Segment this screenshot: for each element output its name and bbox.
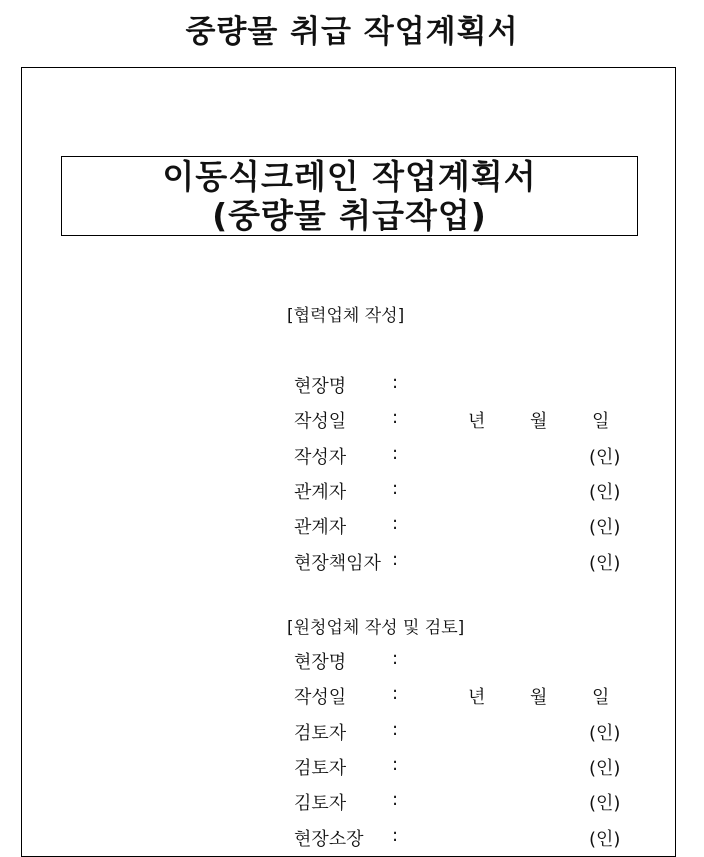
- field-label: 검토자: [294, 722, 347, 744]
- seal-label: (인): [589, 828, 621, 850]
- form-row: [22, 789, 677, 819]
- field-colon: :: [392, 513, 399, 535]
- field-colon: :: [392, 824, 399, 846]
- field-label: 작성일: [294, 687, 347, 709]
- date-month-label: 월: [530, 411, 548, 433]
- document-frame: [21, 67, 676, 857]
- form-row: [22, 549, 677, 579]
- field-label: 김토자: [294, 793, 347, 815]
- field-colon: :: [392, 753, 399, 775]
- document-title-line1: 이동식크레인 작업계획서: [162, 157, 537, 196]
- form-row: [22, 719, 677, 749]
- seal-label: (인): [589, 793, 621, 815]
- form-row: [22, 478, 677, 508]
- form-row: [22, 513, 677, 543]
- prime-section-heading: [원청업체 작성 및 검토]: [287, 618, 465, 638]
- field-label: 검토자: [294, 757, 347, 779]
- field-colon: :: [392, 548, 399, 570]
- seal-label: (인): [589, 722, 621, 744]
- date-year-label: 년: [468, 687, 486, 709]
- field-label: 현장명: [294, 652, 347, 673]
- form-row: [22, 443, 677, 473]
- form-row: [22, 372, 677, 402]
- date-month-label: 월: [530, 687, 548, 709]
- partner-section-heading: [협력업체 작성]: [287, 306, 405, 326]
- field-colon: :: [392, 648, 399, 669]
- field-label: 현장소장: [294, 828, 364, 850]
- field-label: 현장책임자: [294, 552, 381, 574]
- date-year-label: 년: [468, 411, 486, 433]
- field-label: 작성일: [294, 411, 347, 433]
- seal-label: (인): [589, 757, 621, 779]
- field-label: 현장명: [294, 376, 347, 397]
- seal-label: (인): [589, 446, 621, 468]
- seal-label: (인): [589, 552, 621, 574]
- form-row: [22, 648, 677, 678]
- seal-label: (인): [589, 517, 621, 539]
- field-colon: :: [392, 477, 399, 499]
- form-row: [22, 825, 677, 855]
- document-title-line2: (중량물 취급작업): [212, 196, 487, 235]
- field-colon: :: [392, 718, 399, 740]
- field-colon: :: [392, 789, 399, 811]
- form-row: [22, 683, 677, 713]
- field-colon: :: [392, 407, 399, 429]
- date-day-label: 일: [592, 687, 610, 709]
- field-colon: :: [392, 683, 399, 705]
- field-label: 관계자: [294, 481, 347, 503]
- seal-label: (인): [589, 481, 621, 503]
- document-title-box: [61, 156, 638, 236]
- field-label: 관계자: [294, 517, 347, 539]
- form-row: [22, 754, 677, 784]
- field-label: 작성자: [294, 446, 347, 468]
- field-colon: :: [392, 372, 399, 393]
- page-title: 중량물 취급 작업계획서: [185, 14, 519, 50]
- form-row: [22, 407, 677, 437]
- date-day-label: 일: [592, 411, 610, 433]
- field-colon: :: [392, 442, 399, 464]
